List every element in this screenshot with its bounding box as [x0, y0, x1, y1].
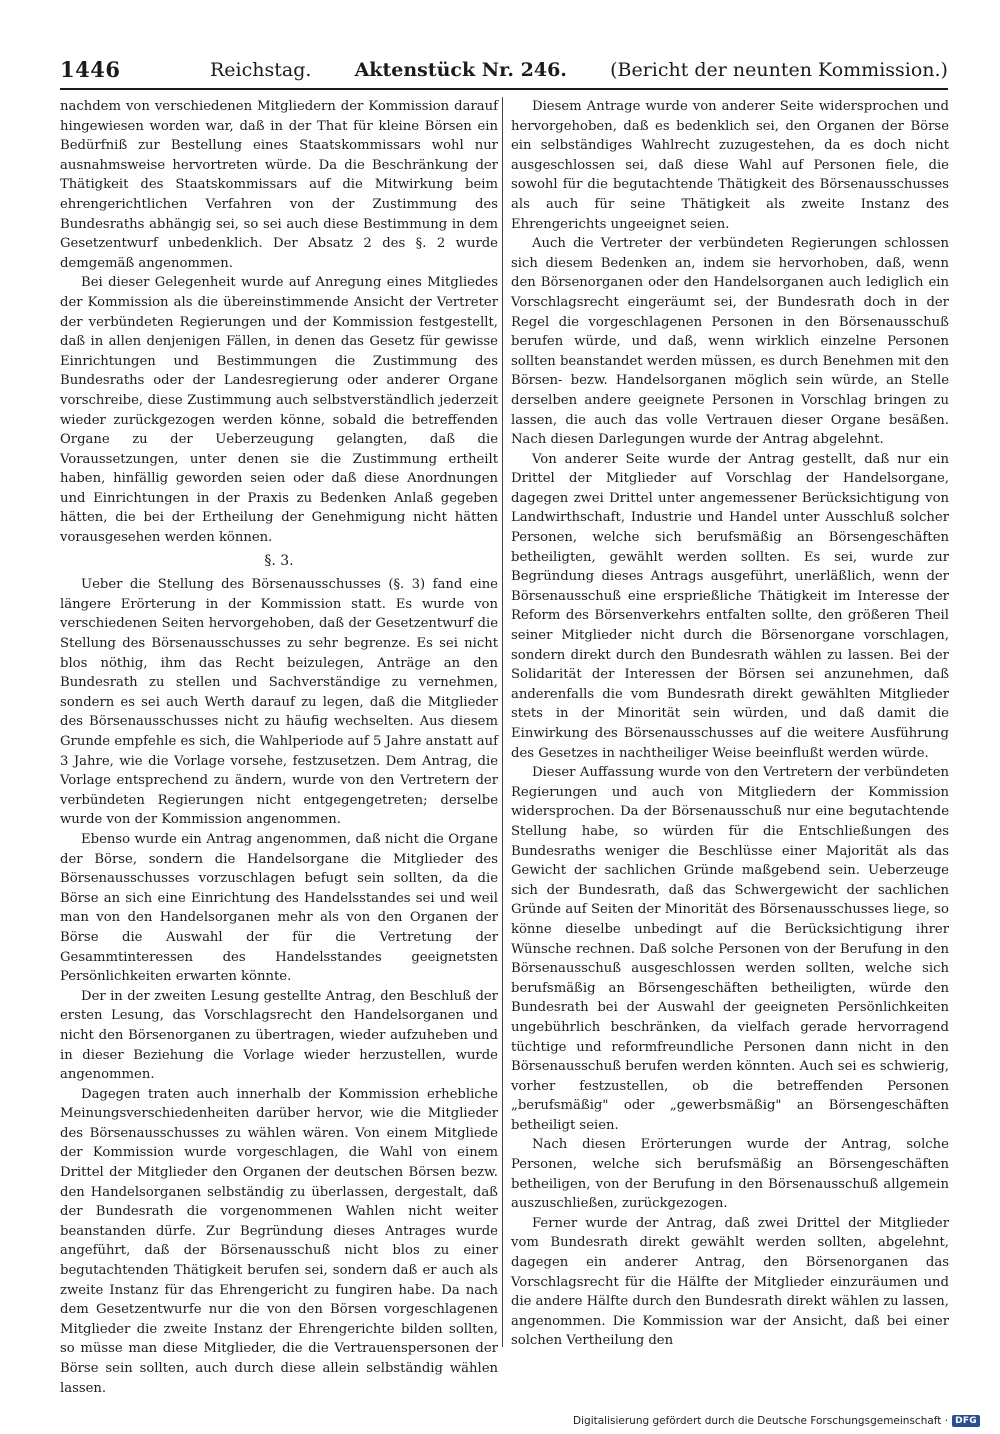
right-column [511, 97, 949, 1351]
paragraph: Dagegen traten auch innerhalb der Kommission erhebliche Meinungsverschiedenheiten darüber hervor, wie die Mitglieder des Börsenausschusses zu wählen wären. Von einem Mitgliede der Kommission wurde vorgeschlagen, die Wahl von einem Drittel der Mitglieder den Organen der deutschen Börsen bezw. den Handelsorganen selbständig zu überlassen, dergestalt, daß der Bundesrath die vorgenommenen Wahlen nicht weiter beanstanden dürfe. Zur Begründung dieses Antrages wurde angeführt, daß der Börsenausschuß nicht blos zu einer begutachtenden Thätigkeit berufen sei, sondern daß er auch als zweite Instanz für das Ehrengericht zu fungiren habe. Da nach dem Gesetzentwurfe nur die von den Börsen vorgeschlagenen Mitglieder die zweite Instanz der Ehrengerichte bilden sollten, so müsse man diese Mitglieder, die die Vertrauenspersonen der Börse sein sollten, auch durch diese allein selbständig wählen lassen. [60, 1086, 498, 1396]
digitization-credit [573, 1413, 980, 1429]
running-head-aktenstueck: Aktenstück Nr. 246. [354, 59, 567, 81]
paragraph: Dieser Auffassung wurde von den Vertretern der verbündeten Regierungen und auch von Mitgliedern der Kommission widersprochen. Da der Börsenausschuß nur eine begutachtende Stellung habe, so würden für die Entschließungen des Bundesraths weniger die Beschlüsse einer Majorität als das Gewicht der sachlichen Gründe maßgebend sein. Ueberzeuge sich der Bundesrath, daß das Schwergewicht der sachlichen Gründe auf Seiten der Minorität des Börsenausschusses liege, so könne dieselbe unbedingt auf die Berücksichtigung ihrer Wünsche rechnen. Daß solche Personen von der Berufung in den Börsenausschuß ausgeschlossen werden sollten, welche sich berufsmäßig an Börsengeschäften betheiligten, würde den Bundesrath bei der Auswahl der geeigneten Persönlichkeiten ungebührlich beschränken, da vielfach gerade hervorragend tüchtige und reformfreundliche Personen dann nicht in den Börsenausschuß berufen werden könnten. Auch sei es schwierig, vorher festzustellen, ob die betreffenden Personen „berufsmäßig" oder „gewerbsmäßig" an Börsengeschäften betheiligt seien. [511, 765, 949, 1133]
paragraph: Bei dieser Gelegenheit wurde auf Anregung eines Mitgliedes der Kommission als die übereinstimmende Ansicht der Vertreter der verbündeten Regierungen und der Kommission festgestellt, daß in allen denjenigen Fällen, in denen das Gesetz für gewisse Einrichtungen und Bestimmungen die Zustimmung des Bundesraths oder der Landesregierung oder anderer Organe vorschreibe, diese Zustimmung auch selbstverständlich jederzeit wieder zurückgezogen werden könne, sobald die betreffenden Organe zu der Ueberzeugung gelangten, daß die Voraussetzungen, unter denen sie die Zustimmung ertheilt haben, hinfällig geworden seien oder daß diese Anordnungen und Einrichtungen in der Praxis zu Bedenken Anlaß gegeben hätten, die bei der Ertheilung der Genehmigung nicht hätten vorausgesehen werden können. [60, 275, 498, 546]
paragraph: Nach diesen Erörterungen wurde der Antrag, solche Personen, welche sich berufsmäßig an Börsengeschäften betheiligen, von der Berufung in den Börsenausschuß allgemein auszuschließen, zurückgezogen. [511, 1137, 949, 1212]
dfg-logo: DFG [952, 1415, 980, 1427]
page-number: 1446 [60, 57, 121, 82]
credit-text: Digitalisierung gefördert durch die Deutsche Forschungsgemeinschaft · [573, 1415, 949, 1427]
running-head [210, 59, 948, 81]
paragraph: Ferner wurde der Antrag, daß zwei Drittel der Mitglieder vom Bundesrath direkt gewählt werden sollten, abgelehnt, dagegen ein anderer Antrag, den Börsenorganen das Vorschlagsrecht für die Hälfte der Mitglieder einzuräumen und die andere Hälfte durch den Bundesrath direkt wählen zu lassen, angenommen. Die Kommission war der Ansicht, daß bei einer solchen Vertheilung den [511, 1215, 949, 1349]
paragraph: Diesem Antrage wurde von anderer Seite widersprochen und hervorgehoben, daß es bedenklich sei, den Organen der Börse ein selbständiges Wahlrecht zuzugestehen, da es doch nicht ausgeschlossen sei, daß diese Wahl auf Personen fiele, die sowohl für die begutachtende Thätigkeit des Börsenausschusses als auch für seine Thätigkeit als zweite Instanz des Ehrengerichts ungeeignet seien. [511, 99, 949, 232]
header-rule [60, 88, 948, 90]
page-header [60, 57, 948, 87]
left-column [60, 97, 498, 1398]
running-head-bericht: (Bericht der neunten Kommission.) [610, 59, 948, 81]
paragraph: Ueber die Stellung des Börsenausschusses (§. 3) fand eine längere Erörterung in der Kommission statt. Es wurde von verschiedenen Seiten hervorgehoben, daß der Gesetzentwurf die Stellung des Börsenausschusses zu sehr begrenze. Es sei nicht blos nöthig, ihm das Recht beizulegen, Anträge an den Bundesrath zu stellen und Sachverständige zu vernehmen, sondern es sei auch Werth darauf zu legen, daß die Mitglieder des Börsenausschusses nicht zu häufig wechselten. Aus diesem Grunde empfehle es sich, die Wahlperiode auf 5 Jahre anstatt auf 3 Jahre, wie die Vorlage vorsehe, festzusetzen. Dem Antrag, die Vorlage entsprechend zu ändern, wurde von den Vertretern der verbündeten Regierungen nicht entgegengetreten; derselbe wurde von der Kommission angenommen. [60, 577, 498, 828]
paragraph: Ebenso wurde ein Antrag angenommen, daß nicht die Organe der Börse, sondern die Handelsorgane die Mitglieder des Börsenausschusses vorzuschlagen befugt sein sollten, da die Börse an sich eine Einrichtung des Handelsstandes sei und weil man von den Handelsorganen mehr als von den Organen der Börse die Auswahl der für die Vertretung der Gesammtinteressen des Handelsstandes geeignetsten Persönlichkeiten erwarten könnte. [60, 831, 498, 985]
paragraph: Auch die Vertreter der verbündeten Regierungen schlossen sich diesem Bedenken an, indem sie hervorhoben, daß, wenn den Börsenorganen oder den Handelsorganen auch lediglich ein Vorschlagsrecht eingeräumt sei, der Bundesrath doch in der Regel die vorgeschlagenen Personen in den Börsenausschuß berufen würde, und daß, wenn wirklich einzelne Personen sollten beanstandet werden müssen, es durch Benehmen mit den Börsen- bezw. Handelsorganen möglich sein würde, an Stelle derselben andere geeignete Personen in Vorschlag bringen zu lassen, die auch das volle Vertrauen dieser Organe besäßen. Nach diesen Darlegungen wurde der Antrag abgelehnt. [511, 236, 949, 448]
paragraph: Von anderer Seite wurde der Antrag gestellt, daß nur ein Drittel der Mitglieder auf Vorschlag der Handelsorgane, dagegen zwei Drittel unter angemessener Berücksichtigung von Landwirthschaft, Industrie und Handel unter Ausschluß solcher Personen, welche sich berufsmäßig an Börsengeschäften betheiligten, gewählt werden sollten. Es sei, wurde zur Begründung dieses Antrags ausgeführt, unerläßlich, wenn der Börsenausschuß eine ersprießliche Thätigkeit im Interesse der Reform des Börsenverkehrs entfalten sollte, den größeren Theil seiner Mitglieder nicht durch die Börsenorgane vorschlagen, sondern direkt durch den Bundesrath wählen zu lassen. Bei der Solidarität der Interessen der Börsen sei anzunehmen, daß anderenfalls die vom Bundesrath direkt gewählten Mitglieder stets in der Minorität sein würden, und daß damit die Einwirkung des Börsenausschusses auf die weitere Ausführung des Gesetzes in nachtheiliger Weise beeinflußt werden würde. [511, 451, 949, 761]
column-divider [502, 97, 503, 1347]
section-heading: §. 3. [264, 552, 294, 569]
running-head-reichstag: Reichstag. [210, 59, 312, 81]
paragraph: nachdem von verschiedenen Mitgliedern der Kommission darauf hingewiesen worden war, daß in der That für kleine Börsen ein Bedürfniß zur Bestellung eines Staatskommissars wohl nur ausnahmsweise hervortreten würde. Da die Beschränkung der Thätigkeit des Staatskommissars auf die Mitwirkung beim ehrengerichtlichen Verfahren von der Zustimmung des Bundesraths abhängig sei, so sei auch diese Bestimmung in dem Gesetzentwurf unbedenklich. Der Absatz 2 des §. 2 wurde demgemäß angenommen. [60, 99, 498, 271]
paragraph: Der in der zweiten Lesung gestellte Antrag, den Beschluß der ersten Lesung, das Vorschlagsrecht den Handelsorganen und nicht den Börsenorganen zu übertragen, wieder aufzuheben und in dieser Beziehung die Vorlage wieder herzustellen, wurde angenommen. [60, 988, 498, 1083]
